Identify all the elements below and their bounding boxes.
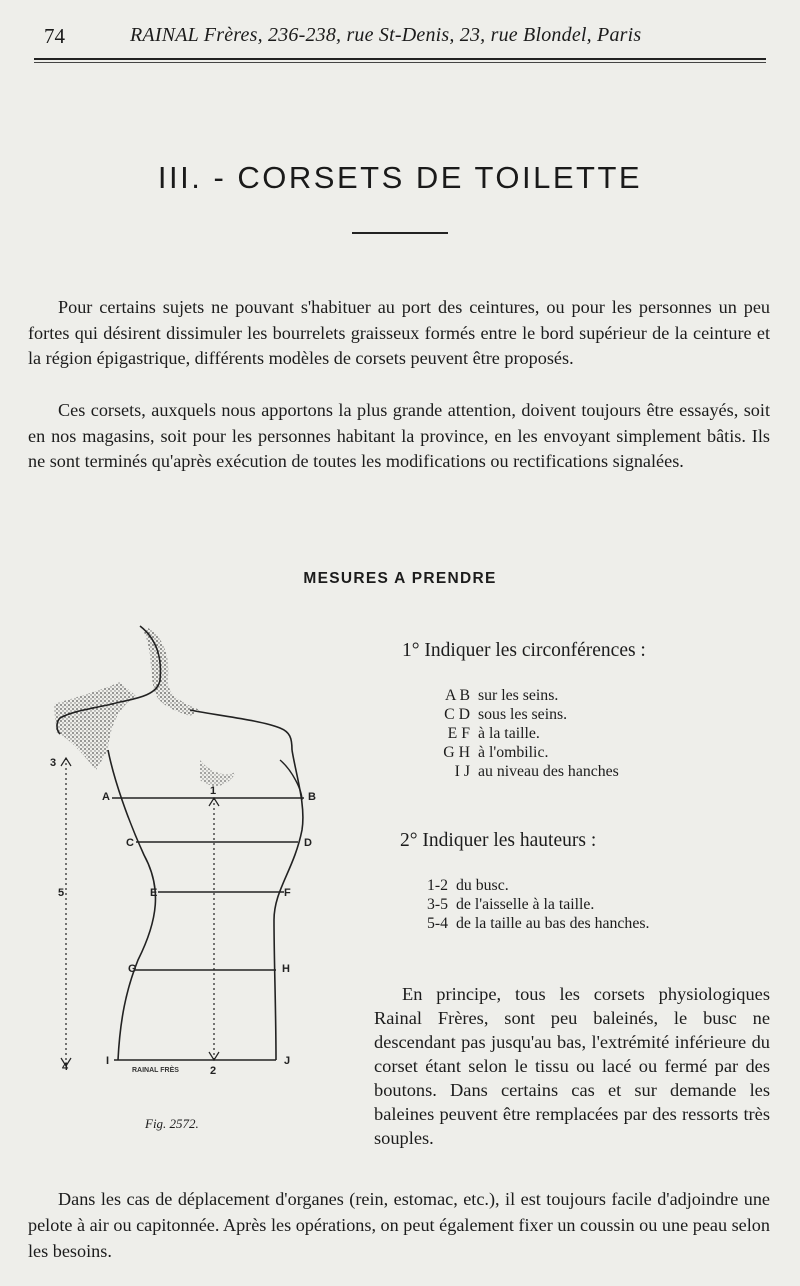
label-e: E <box>150 887 158 899</box>
label-a: A <box>102 791 110 803</box>
label-i: I <box>106 1055 110 1067</box>
measure-key: 3-5 <box>426 896 448 913</box>
label-2: 2 <box>210 1065 217 1077</box>
intro-paragraph: Pour certains sujets ne pouvant s'habituer au port des ceintures, ou pour les personnes un peu fortes qui désirent dissimuler les bourrelets graisseux formés entre le bord supérieur de la ceinture et la région épigastrique, différents modèles de corsets peuvent être proposés. <box>28 297 770 368</box>
section-title: MESURES A PRENDRE <box>303 570 497 587</box>
page-header <box>38 24 770 56</box>
label-b: B <box>308 791 316 803</box>
running-head: RAINAL Frères, 236-238, rue St-Denis, 23, rue Blondel, Paris <box>130 24 642 46</box>
torso-diagram <box>40 620 360 1140</box>
label-1: 1 <box>210 785 217 797</box>
measure-text: du busc. <box>456 877 509 894</box>
header-rule-thin <box>34 62 766 63</box>
shoulder-shading <box>54 682 136 770</box>
label-5: 5 <box>58 887 65 899</box>
title-underline <box>352 232 448 234</box>
circumferences-heading: 1° Indiquer les circonférences : <box>402 640 646 661</box>
measure-text: au niveau des hanches <box>478 763 619 780</box>
measure-key: A B <box>444 687 470 704</box>
page-number: 74 <box>44 24 65 48</box>
maker-mark: RAINAL FRÈS <box>132 1067 179 1074</box>
label-3: 3 <box>50 757 57 769</box>
chest-shading <box>200 760 236 786</box>
figure-caption: Fig. 2572. <box>145 1116 199 1131</box>
label-4: 4 <box>62 1061 69 1073</box>
heights-heading: 2° Indiquer les hauteurs : <box>400 830 597 851</box>
label-g: G <box>128 963 137 975</box>
second-paragraph: Ces corsets, auxquels nous apportons la plus grande attention, doivent toujours être essayés, soit en nos magasins, soit pour les personnes habitant la province, en les envoyant simplement bâtis. Ils ne sont terminés qu'après exécution de toutes les modifications ou rectifications signalées. <box>28 400 770 471</box>
measure-key: E F <box>447 725 470 742</box>
right-side-outline <box>274 750 303 1060</box>
measure-text: à la taille. <box>478 725 540 742</box>
chapter-title: III. - CORSETS DE TOILETTE <box>157 160 643 195</box>
measure-key: C D <box>444 706 470 723</box>
corset-measurement-figure <box>40 620 360 1140</box>
right-neck-shoulder-outline <box>190 710 292 750</box>
closing-paragraph: Dans les cas de déplacement d'organes (rein, estomac, etc.), il est toujours facile d'adjoindre une pelote à air ou capitonnée. Après les opérations, on peut également fixer un coussin ou une peau selon les besoins. <box>28 1189 770 1261</box>
label-f: F <box>284 887 291 899</box>
label-c: C <box>126 837 134 849</box>
measure-key: 1-2 <box>426 877 448 894</box>
measure-key: 5-4 <box>426 915 448 932</box>
header-rule-thick <box>34 58 766 60</box>
measure-key: I J <box>454 763 470 780</box>
label-h: H <box>282 963 290 975</box>
measure-text: de l'aisselle à la taille. <box>456 896 595 913</box>
measure-key: G H <box>443 744 470 761</box>
label-d: D <box>304 837 312 849</box>
measure-text: à l'ombilic. <box>478 744 549 761</box>
label-j: J <box>284 1055 291 1067</box>
measure-text: de la taille au bas des hanches. <box>456 915 650 932</box>
measure-text: sous les seins. <box>478 706 568 723</box>
principle-paragraph: En principe, tous les corsets physiologiques Rainal Frères, sont peu baleinés, le busc ne descendant pas jusqu'au bas, l'extrémité inférieure du corset étant selon le tissu ou lacé ou fermé par des boutons. Dans certains cas et sur demande les baleines peuvent être remplacées par des ressorts très souples. <box>374 984 770 1148</box>
left-side-outline <box>108 750 158 1060</box>
measure-text: sur les seins. <box>478 687 559 704</box>
